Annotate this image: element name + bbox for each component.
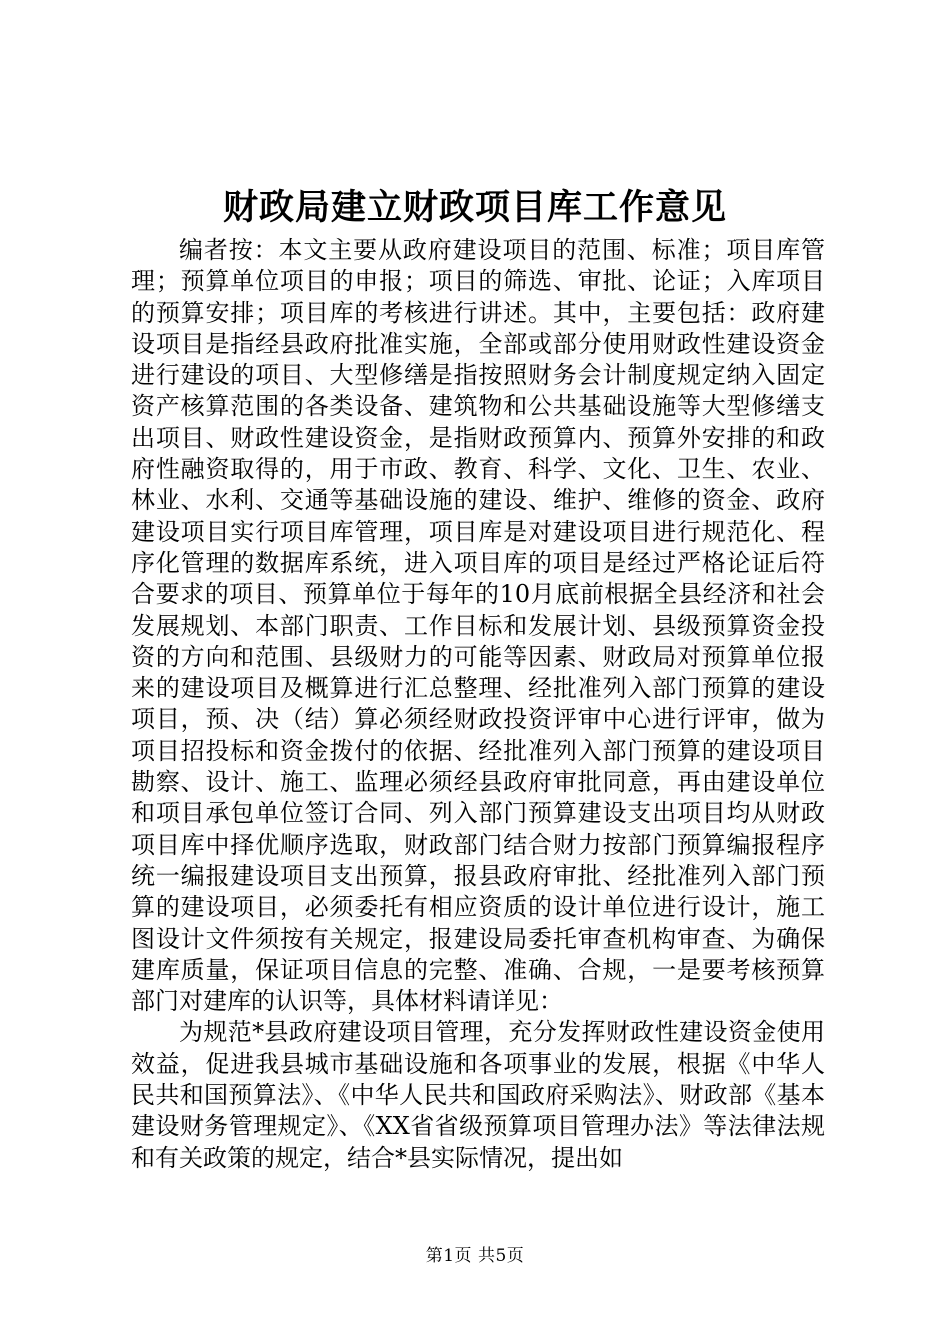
document-title: 财政局建立财政项目库工作意见 [222,187,727,228]
body-paragraph: 为规范*县政府建设项目管理，充分发挥财政性建设资金使用效益，促进我县城市基础设施和各项事业的发展，根据《中华人民共和国预算法》、《中华人民共和国政府采购法》、财政部《基本建设财务管理规定》、《XX省省级预算项目管理办法》等法律法规和有关政策的规定，结合*县实际情况，提出如 [131,1018,825,1172]
editor-note-paragraph: 编者按：本文主要从政府建设项目的范围、标准；项目库管理；预算单位项目的申报；项目的筛选、审批、论证；入库项目的预算安排；项目库的考核进行讲述。其中，主要包括：政府建设项目是指经县政府批准实施，全部或部分使用财政性建设资金进行建设的项目、大型修缮是指按照财务会计制度规定纳入固定资产核算范围的各类设备、建筑物和公共基础设施等大型修缮支出项目、财政性建设资金，是指财政预算内、预算外安排的和政府性融资取得的，用于市政、教育、科学、文化、卫生、农业、林业、水利、交通等基础设施的建设、维护、维修的资金、政府建设项目实行项目库管理，项目库是对建设项目进行规范化、程序化管理的数据库系统，进入项目库的项目是经过严格论证后符合要求的项目、预算单位于每年的10月底前根据全县经济和社会发展规划、本部门职责、工作目标和发展计划、县级预算资金投资的方向和范围、县级财力的可能等因素、财政局对预算单位报来的建设项目及概算进行汇总整理、经批准列入部门预算的建设项目，预、决（结）算必须经财政投资评审中心进行评审，做为项目招投标和资金拨付的依据、经批准列入部门预算的建设项目勘察、设计、施工、监理必须经县政府审批同意，再由建设单位和项目承包单位签订合同、列入部门预算建设支出项目均从财政项目库中择优顺序选取，财政部门结合财力按部门预算编报程序统一编报建设项目支出预算，报县政府审批、经批准列入部门预算的建设项目，必须委托有相应资质的设计单位进行设计，施工图设计文件须按有关规定，报建设局委托审查机构审查、为确保建库质量，保证项目信息的完整、准确、合规，一是要考核预算部门对建库的认识等，具体材料请详见： [131,236,825,1016]
page-footer: 第1页 共5页 [425,1246,525,1266]
document-body [131,235,825,1174]
